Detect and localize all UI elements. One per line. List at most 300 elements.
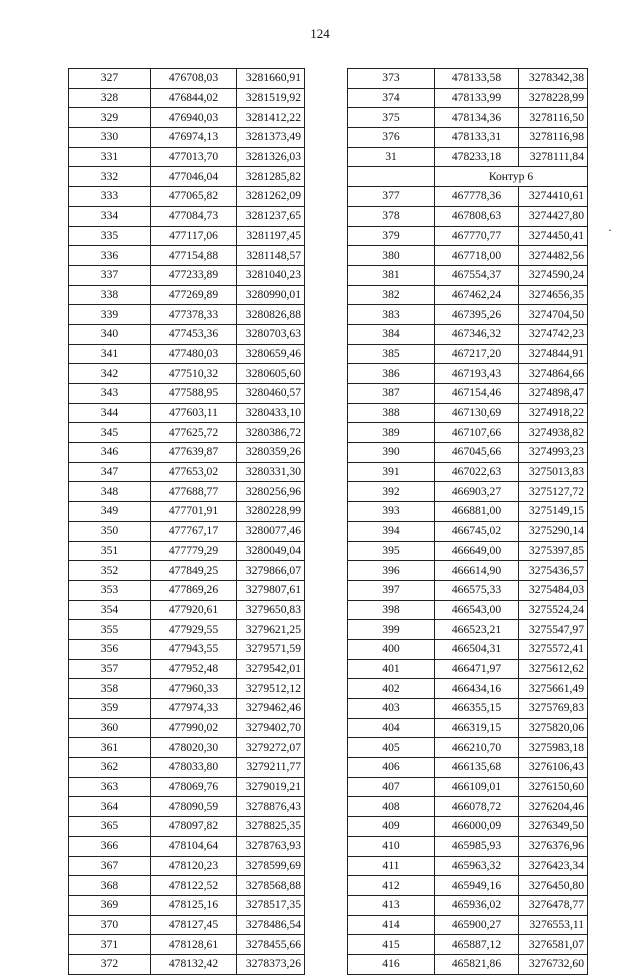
x-coordinate-cell: 477065,82 [151, 187, 237, 207]
x-coordinate-cell: 477767,17 [151, 521, 237, 541]
y-coordinate-cell: 3279019,21 [237, 777, 305, 797]
point-number-cell: 398 [348, 600, 435, 620]
table-row [348, 482, 588, 502]
y-coordinate-cell: 3275547,97 [519, 620, 588, 640]
point-number-cell: 384 [348, 324, 435, 344]
x-coordinate-cell: 477943,55 [151, 639, 237, 659]
x-coordinate-cell: 478125,16 [151, 895, 237, 915]
y-coordinate-cell: 3278599,69 [237, 856, 305, 876]
y-coordinate-cell: 3278568,88 [237, 876, 305, 896]
y-coordinate-cell: 3279211,77 [237, 758, 305, 778]
contour-title-blank-cell [348, 167, 435, 187]
point-number-cell: 393 [348, 502, 435, 522]
point-number-cell: 346 [69, 443, 151, 463]
point-number-cell: 363 [69, 777, 151, 797]
x-coordinate-cell: 465887,12 [435, 935, 519, 955]
y-coordinate-cell: 3278486,54 [237, 915, 305, 935]
point-number-cell: 394 [348, 521, 435, 541]
point-number-cell: 359 [69, 699, 151, 719]
coordinates-table-left [68, 68, 305, 975]
table-row [348, 69, 588, 89]
y-coordinate-cell: 3276376,96 [519, 836, 588, 856]
point-number-cell: 386 [348, 364, 435, 384]
table-row [69, 187, 305, 207]
table-row [348, 954, 588, 974]
y-coordinate-cell: 3280386,72 [237, 423, 305, 443]
x-coordinate-cell: 478033,80 [151, 758, 237, 778]
point-number-cell: 335 [69, 226, 151, 246]
x-coordinate-cell: 466504,31 [435, 639, 519, 659]
x-coordinate-cell: 466543,00 [435, 600, 519, 620]
table-row [69, 226, 305, 246]
point-number-cell: 397 [348, 580, 435, 600]
x-coordinate-cell: 467022,63 [435, 462, 519, 482]
x-coordinate-cell: 466881,00 [435, 502, 519, 522]
x-coordinate-cell: 466434,16 [435, 679, 519, 699]
point-number-cell: 373 [348, 69, 435, 89]
table-row [69, 541, 305, 561]
point-number-cell: 387 [348, 384, 435, 404]
x-coordinate-cell: 465900,27 [435, 915, 519, 935]
x-coordinate-cell: 466319,15 [435, 718, 519, 738]
table-row [348, 817, 588, 837]
point-number-cell: 341 [69, 344, 151, 364]
table-row [69, 69, 305, 89]
table-row [69, 305, 305, 325]
point-number-cell: 342 [69, 364, 151, 384]
y-coordinate-cell: 3278517,35 [237, 895, 305, 915]
y-coordinate-cell: 3281285,82 [237, 167, 305, 187]
contour-title-row [348, 167, 588, 187]
table-row [69, 915, 305, 935]
table-row [348, 836, 588, 856]
x-coordinate-cell: 476974,13 [151, 128, 237, 148]
point-number-cell: 413 [348, 895, 435, 915]
y-coordinate-cell: 3275149,15 [519, 502, 588, 522]
x-coordinate-cell: 467395,26 [435, 305, 519, 325]
x-coordinate-cell: 467778,36 [435, 187, 519, 207]
y-coordinate-cell: 3274656,35 [519, 285, 588, 305]
table-row [348, 265, 588, 285]
x-coordinate-cell: 477952,48 [151, 659, 237, 679]
table-row [348, 541, 588, 561]
x-coordinate-cell: 477013,70 [151, 147, 237, 167]
table-row [348, 108, 588, 128]
y-coordinate-cell: 3274918,22 [519, 403, 588, 423]
point-number-cell: 383 [348, 305, 435, 325]
x-coordinate-cell: 477688,77 [151, 482, 237, 502]
y-coordinate-cell: 3275397,85 [519, 541, 588, 561]
x-coordinate-cell: 477269,89 [151, 285, 237, 305]
point-number-cell: 345 [69, 423, 151, 443]
point-number-cell: 416 [348, 954, 435, 974]
x-coordinate-cell: 466355,15 [435, 699, 519, 719]
table-row [348, 679, 588, 699]
x-coordinate-cell: 477929,55 [151, 620, 237, 640]
y-coordinate-cell: 3279650,83 [237, 600, 305, 620]
table-row [69, 561, 305, 581]
x-coordinate-cell: 477117,06 [151, 226, 237, 246]
point-number-cell: 337 [69, 265, 151, 285]
table-row [69, 502, 305, 522]
point-number-cell: 388 [348, 403, 435, 423]
table-row [69, 679, 305, 699]
x-coordinate-cell: 476708,03 [151, 69, 237, 89]
x-coordinate-cell: 478133,58 [435, 69, 519, 89]
y-coordinate-cell: 3278342,38 [519, 69, 588, 89]
y-coordinate-cell: 3280049,04 [237, 541, 305, 561]
x-coordinate-cell: 466000,09 [435, 817, 519, 837]
table-row [348, 580, 588, 600]
y-coordinate-cell: 3278825,35 [237, 817, 305, 837]
point-number-cell: 372 [69, 954, 151, 974]
y-coordinate-cell: 3275290,14 [519, 521, 588, 541]
x-coordinate-cell: 477046,04 [151, 167, 237, 187]
point-number-cell: 410 [348, 836, 435, 856]
point-number-cell: 327 [69, 69, 151, 89]
point-number-cell: 408 [348, 797, 435, 817]
table-row [69, 324, 305, 344]
point-number-cell: 382 [348, 285, 435, 305]
point-number-cell: 414 [348, 915, 435, 935]
point-number-cell: 378 [348, 206, 435, 226]
y-coordinate-cell: 3276478,77 [519, 895, 588, 915]
point-number-cell: 360 [69, 718, 151, 738]
table-row [69, 856, 305, 876]
y-coordinate-cell: 3274864,66 [519, 364, 588, 384]
table-row [69, 580, 305, 600]
table-row [348, 777, 588, 797]
y-coordinate-cell: 3278116,50 [519, 108, 588, 128]
point-number-cell: 412 [348, 876, 435, 896]
point-number-cell: 339 [69, 305, 151, 325]
x-coordinate-cell: 465936,02 [435, 895, 519, 915]
table-row [69, 620, 305, 640]
x-coordinate-cell: 478127,45 [151, 915, 237, 935]
y-coordinate-cell: 3275484,03 [519, 580, 588, 600]
y-coordinate-cell: 3274898,47 [519, 384, 588, 404]
y-coordinate-cell: 3281519,92 [237, 88, 305, 108]
table-row [348, 915, 588, 935]
y-coordinate-cell: 3280826,88 [237, 305, 305, 325]
table-row [69, 876, 305, 896]
y-coordinate-cell: 3280077,46 [237, 521, 305, 541]
y-coordinate-cell: 3281326,03 [237, 147, 305, 167]
table-row [348, 462, 588, 482]
point-number-cell: 344 [69, 403, 151, 423]
point-number-cell: 370 [69, 915, 151, 935]
x-coordinate-cell: 467193,43 [435, 364, 519, 384]
y-coordinate-cell: 3275013,83 [519, 462, 588, 482]
table-row [69, 462, 305, 482]
y-coordinate-cell: 3274590,24 [519, 265, 588, 285]
y-coordinate-cell: 3275524,24 [519, 600, 588, 620]
point-number-cell: 332 [69, 167, 151, 187]
y-coordinate-cell: 3280659,46 [237, 344, 305, 364]
point-number-cell: 358 [69, 679, 151, 699]
table-row [348, 226, 588, 246]
y-coordinate-cell: 3280703,63 [237, 324, 305, 344]
point-number-cell: 375 [348, 108, 435, 128]
x-coordinate-cell: 466523,21 [435, 620, 519, 640]
table-row [69, 265, 305, 285]
x-coordinate-cell: 477701,91 [151, 502, 237, 522]
y-coordinate-cell: 3280433,10 [237, 403, 305, 423]
table-row [69, 167, 305, 187]
point-number-cell: 328 [69, 88, 151, 108]
table-row [69, 108, 305, 128]
point-number-cell: 336 [69, 246, 151, 266]
table-row [69, 600, 305, 620]
x-coordinate-cell: 478069,76 [151, 777, 237, 797]
coordinates-table-right [347, 68, 588, 975]
x-coordinate-cell: 477990,02 [151, 718, 237, 738]
table-row [348, 895, 588, 915]
point-number-cell: 390 [348, 443, 435, 463]
point-number-cell: 361 [69, 738, 151, 758]
x-coordinate-cell: 477869,26 [151, 580, 237, 600]
table-row [348, 718, 588, 738]
x-coordinate-cell: 477510,32 [151, 364, 237, 384]
y-coordinate-cell: 3275820,06 [519, 718, 588, 738]
table-row [348, 443, 588, 463]
table-row [69, 128, 305, 148]
y-coordinate-cell: 3279512,12 [237, 679, 305, 699]
y-coordinate-cell: 3279272,07 [237, 738, 305, 758]
x-coordinate-cell: 466135,68 [435, 758, 519, 778]
x-coordinate-cell: 476940,03 [151, 108, 237, 128]
x-coordinate-cell: 478128,61 [151, 935, 237, 955]
table-row [348, 403, 588, 423]
point-number-cell: 357 [69, 659, 151, 679]
table-row [348, 423, 588, 443]
y-coordinate-cell: 3279807,61 [237, 580, 305, 600]
table-row [348, 935, 588, 955]
x-coordinate-cell: 477154,88 [151, 246, 237, 266]
point-number-cell: 407 [348, 777, 435, 797]
point-number-cell: 340 [69, 324, 151, 344]
table-row [348, 797, 588, 817]
table-row [348, 659, 588, 679]
table-row [348, 699, 588, 719]
x-coordinate-cell: 467045,66 [435, 443, 519, 463]
x-coordinate-cell: 477960,33 [151, 679, 237, 699]
y-coordinate-cell: 3281197,45 [237, 226, 305, 246]
y-coordinate-cell: 3280359,26 [237, 443, 305, 463]
y-coordinate-cell: 3281660,91 [237, 69, 305, 89]
table-row [348, 305, 588, 325]
x-coordinate-cell: 477603,11 [151, 403, 237, 423]
point-number-cell: 333 [69, 187, 151, 207]
table-row [348, 187, 588, 207]
x-coordinate-cell: 467462,24 [435, 285, 519, 305]
point-number-cell: 404 [348, 718, 435, 738]
y-coordinate-cell: 3276106,43 [519, 758, 588, 778]
y-coordinate-cell: 3278373,26 [237, 954, 305, 974]
point-number-cell: 415 [348, 935, 435, 955]
y-coordinate-cell: 3276423,34 [519, 856, 588, 876]
table-row [348, 876, 588, 896]
x-coordinate-cell: 467346,32 [435, 324, 519, 344]
x-coordinate-cell: 478133,31 [435, 128, 519, 148]
y-coordinate-cell: 3281237,65 [237, 206, 305, 226]
point-number-cell: 31 [348, 147, 435, 167]
point-number-cell: 411 [348, 856, 435, 876]
table-row [69, 285, 305, 305]
table-row [69, 443, 305, 463]
point-number-cell: 352 [69, 561, 151, 581]
y-coordinate-cell: 3276204,46 [519, 797, 588, 817]
point-number-cell: 400 [348, 639, 435, 659]
y-coordinate-cell: 3276150,60 [519, 777, 588, 797]
point-number-cell: 391 [348, 462, 435, 482]
x-coordinate-cell: 478104,64 [151, 836, 237, 856]
x-coordinate-cell: 465985,93 [435, 836, 519, 856]
y-coordinate-cell: 3276349,50 [519, 817, 588, 837]
table-row [69, 206, 305, 226]
table-row [348, 324, 588, 344]
x-coordinate-cell: 466078,72 [435, 797, 519, 817]
table-row [348, 620, 588, 640]
x-coordinate-cell: 466614,90 [435, 561, 519, 581]
y-coordinate-cell: 3275612,62 [519, 659, 588, 679]
y-coordinate-cell: 3275572,41 [519, 639, 588, 659]
table-row [69, 423, 305, 443]
y-coordinate-cell: 3278876,43 [237, 797, 305, 817]
x-coordinate-cell: 466109,01 [435, 777, 519, 797]
x-coordinate-cell: 478120,23 [151, 856, 237, 876]
x-coordinate-cell: 467770,77 [435, 226, 519, 246]
y-coordinate-cell: 3280605,60 [237, 364, 305, 384]
table-row [348, 384, 588, 404]
y-coordinate-cell: 3280228,99 [237, 502, 305, 522]
point-number-cell: 406 [348, 758, 435, 778]
table-row [348, 639, 588, 659]
point-number-cell: 405 [348, 738, 435, 758]
x-coordinate-cell: 466575,33 [435, 580, 519, 600]
point-number-cell: 349 [69, 502, 151, 522]
table-row [69, 88, 305, 108]
y-coordinate-cell: 3280256,96 [237, 482, 305, 502]
y-coordinate-cell: 3276450,80 [519, 876, 588, 896]
table-row [348, 600, 588, 620]
y-coordinate-cell: 3281148,57 [237, 246, 305, 266]
y-coordinate-cell: 3274482,56 [519, 246, 588, 266]
point-number-cell: 381 [348, 265, 435, 285]
point-number-cell: 334 [69, 206, 151, 226]
point-number-cell: 376 [348, 128, 435, 148]
table-row [348, 206, 588, 226]
point-number-cell: 348 [69, 482, 151, 502]
y-coordinate-cell: 3278116,98 [519, 128, 588, 148]
point-number-cell: 362 [69, 758, 151, 778]
point-number-cell: 351 [69, 541, 151, 561]
table-row [348, 561, 588, 581]
x-coordinate-cell: 477974,33 [151, 699, 237, 719]
x-coordinate-cell: 477233,89 [151, 265, 237, 285]
point-number-cell: 392 [348, 482, 435, 502]
y-coordinate-cell: 3276732,60 [519, 954, 588, 974]
table-row [348, 364, 588, 384]
x-coordinate-cell: 467130,69 [435, 403, 519, 423]
point-number-cell: 395 [348, 541, 435, 561]
table-row [69, 895, 305, 915]
point-number-cell: 356 [69, 639, 151, 659]
table-row [69, 659, 305, 679]
point-number-cell: 369 [69, 895, 151, 915]
y-coordinate-cell: 3278228,99 [519, 88, 588, 108]
y-coordinate-cell: 3281262,09 [237, 187, 305, 207]
point-number-cell: 379 [348, 226, 435, 246]
x-coordinate-cell: 478233,18 [435, 147, 519, 167]
table-row [69, 482, 305, 502]
point-number-cell: 403 [348, 699, 435, 719]
table-row [348, 246, 588, 266]
table-row [69, 738, 305, 758]
table-row [69, 403, 305, 423]
table-row [69, 954, 305, 974]
table-row [348, 521, 588, 541]
x-coordinate-cell: 467718,00 [435, 246, 519, 266]
table-row [69, 699, 305, 719]
point-number-cell: 371 [69, 935, 151, 955]
y-coordinate-cell: 3280460,57 [237, 384, 305, 404]
x-coordinate-cell: 477849,25 [151, 561, 237, 581]
table-row [348, 285, 588, 305]
x-coordinate-cell: 477453,36 [151, 324, 237, 344]
point-number-cell: 396 [348, 561, 435, 581]
x-coordinate-cell: 477084,73 [151, 206, 237, 226]
point-number-cell: 389 [348, 423, 435, 443]
y-coordinate-cell: 3279402,70 [237, 718, 305, 738]
table-row [69, 777, 305, 797]
y-coordinate-cell: 3280990,01 [237, 285, 305, 305]
y-coordinate-cell: 3276581,07 [519, 935, 588, 955]
table-row [348, 856, 588, 876]
y-coordinate-cell: 3274844,91 [519, 344, 588, 364]
x-coordinate-cell: 477653,02 [151, 462, 237, 482]
table-row [348, 502, 588, 522]
y-coordinate-cell: 3281412,22 [237, 108, 305, 128]
table-row [69, 836, 305, 856]
table-row [69, 935, 305, 955]
point-number-cell: 355 [69, 620, 151, 640]
table-row [69, 344, 305, 364]
point-number-cell: 329 [69, 108, 151, 128]
table-row [69, 797, 305, 817]
y-coordinate-cell: 3275983,18 [519, 738, 588, 758]
point-number-cell: 330 [69, 128, 151, 148]
x-coordinate-cell: 467217,20 [435, 344, 519, 364]
table-row [69, 758, 305, 778]
point-number-cell: 353 [69, 580, 151, 600]
page-number: 124 [310, 26, 330, 41]
y-coordinate-cell: 3274450,41 [519, 226, 588, 246]
x-coordinate-cell: 478132,42 [151, 954, 237, 974]
x-coordinate-cell: 478134,36 [435, 108, 519, 128]
y-coordinate-cell: 3274704,50 [519, 305, 588, 325]
x-coordinate-cell: 476844,02 [151, 88, 237, 108]
y-coordinate-cell: 3280331,30 [237, 462, 305, 482]
y-coordinate-cell: 3281040,23 [237, 265, 305, 285]
y-coordinate-cell: 3275127,72 [519, 482, 588, 502]
y-coordinate-cell: 3275661,49 [519, 679, 588, 699]
x-coordinate-cell: 478122,52 [151, 876, 237, 896]
point-number-cell: 338 [69, 285, 151, 305]
x-coordinate-cell: 465821,86 [435, 954, 519, 974]
x-coordinate-cell: 466210,70 [435, 738, 519, 758]
x-coordinate-cell: 478097,82 [151, 817, 237, 837]
